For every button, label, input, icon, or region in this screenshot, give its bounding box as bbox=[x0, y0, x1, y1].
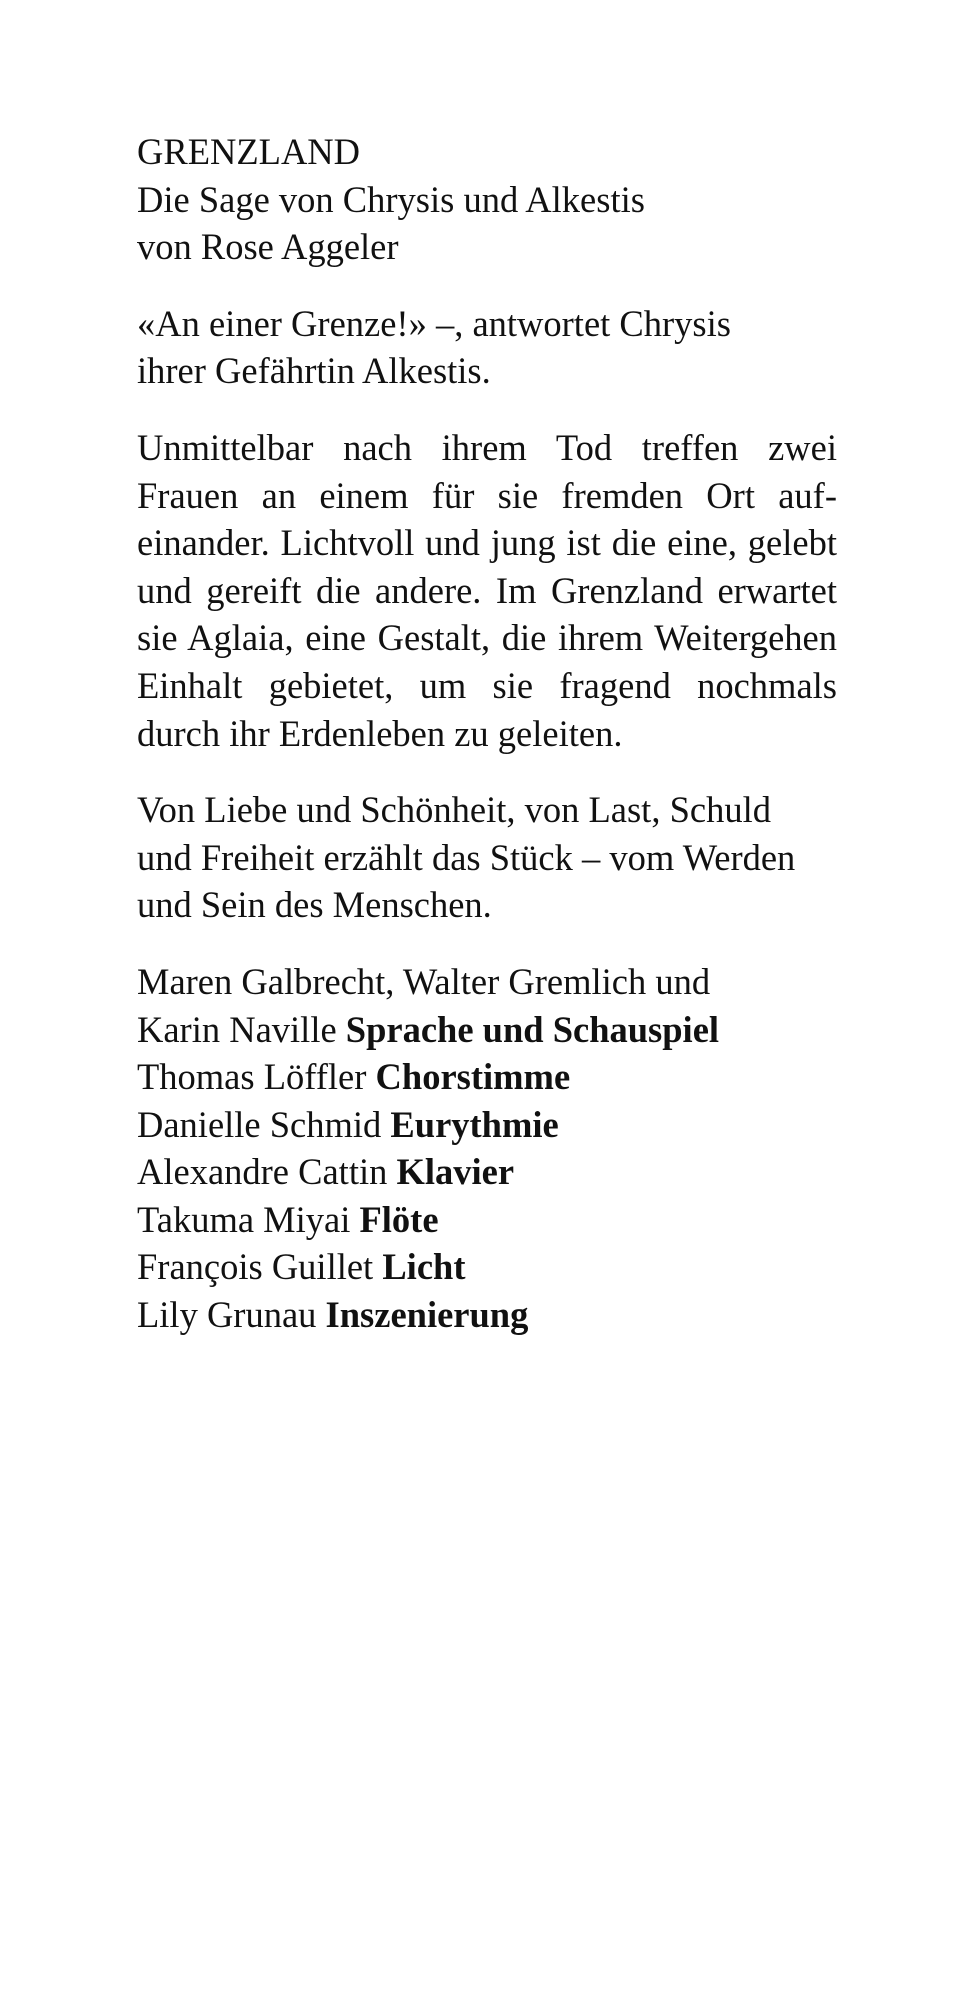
credit-line bbox=[137, 1006, 837, 1054]
credit-names: François Guillet bbox=[137, 1246, 374, 1288]
credit-names: Thomas Löffler bbox=[137, 1056, 367, 1098]
credit-role: Eurythmie bbox=[390, 1103, 559, 1145]
credit-names: Lily Grunau bbox=[137, 1294, 317, 1336]
credit-names: Alexandre Cattin bbox=[137, 1151, 388, 1193]
credits-intro-line: Maren Galbrecht, Walter Gremlich und bbox=[137, 960, 711, 1002]
credit-names: Danielle Schmid bbox=[137, 1103, 382, 1145]
credit-role: Klavier bbox=[396, 1151, 515, 1193]
quote-block bbox=[137, 300, 837, 395]
play-title: GRENZLAND bbox=[137, 131, 361, 172]
credit-role: Inszenierung bbox=[325, 1294, 529, 1336]
flyer-text bbox=[137, 128, 837, 1368]
credit-role: Flöte bbox=[359, 1198, 439, 1240]
credit-line bbox=[137, 1101, 837, 1149]
credit-role: Sprache und Schauspiel bbox=[345, 1008, 720, 1050]
credit-names: Takuma Miyai bbox=[137, 1198, 351, 1240]
credit-role: Chorstimme bbox=[375, 1056, 571, 1098]
credits-list bbox=[137, 958, 837, 1339]
theme-line-3: und Sein des Menschen. bbox=[137, 884, 492, 926]
quote-line-2: ihrer Gefährtin Alkestis. bbox=[137, 350, 491, 392]
quote-line-1: «An einer Grenze!» –, antwortet Chrysis bbox=[137, 302, 731, 344]
credit-line bbox=[137, 1243, 837, 1291]
credit-line bbox=[137, 1196, 837, 1244]
credit-names: Karin Naville bbox=[137, 1008, 337, 1050]
credit-role: Licht bbox=[382, 1246, 466, 1288]
credit-line bbox=[137, 1148, 837, 1196]
play-subtitle: Die Sage von Chrysis und Alkestis bbox=[137, 178, 645, 220]
credit-line bbox=[137, 1291, 837, 1339]
synopsis-paragraph: Unmittelbar nach ihrem Tod treffen zwei Frauen an einem für sie fremden Ort aufeinander. Lichtvoll und jung ist die eine, gelebt und gereift die andere. Im Grenzland erwartet sie Aglaia, eine Gestalt, die ihrem Weitergehen Einhalt gebietet, um sie fragend nochmals durch ihr Erdenleben zu geleiten. bbox=[137, 426, 837, 754]
theme-block bbox=[137, 786, 837, 929]
theme-line-1: Von Liebe und Schönheit, von Last, Schuld bbox=[137, 789, 771, 831]
title-block bbox=[137, 128, 837, 271]
play-author: von Rose Aggeler bbox=[137, 226, 399, 268]
theme-line-2: und Freiheit erzählt das Stück – vom Werden bbox=[137, 836, 796, 878]
credit-line bbox=[137, 1053, 837, 1101]
